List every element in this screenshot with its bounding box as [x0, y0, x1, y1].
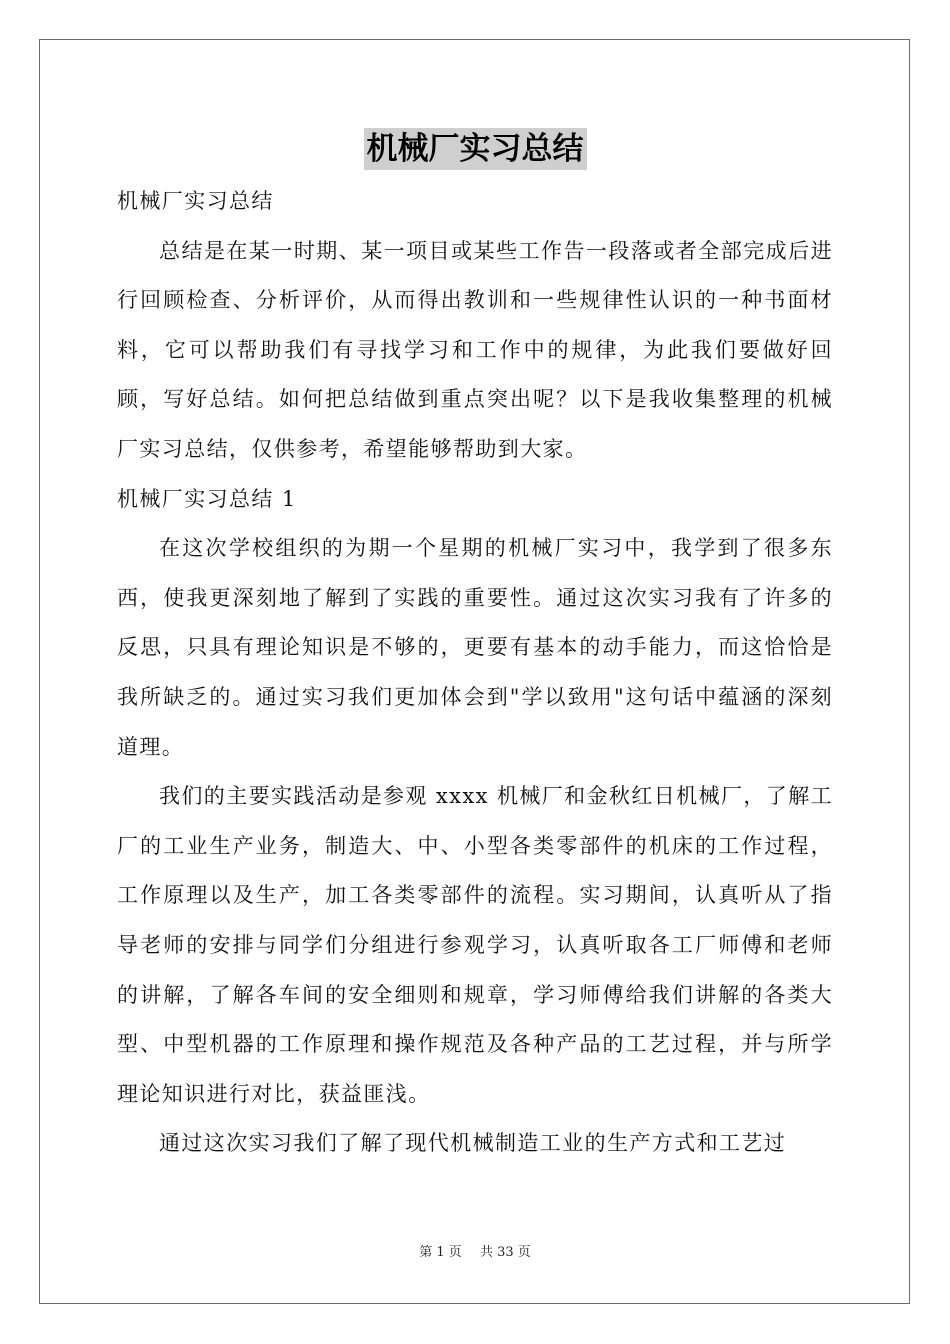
page-footer	[0, 1244, 950, 1262]
paragraph: 机械厂实习总结	[117, 189, 274, 213]
page-total: 共 33 页	[479, 1245, 531, 1260]
document-title: 机械厂实习总结	[364, 128, 587, 170]
page-number: 第 1 页	[419, 1245, 462, 1260]
title-container	[0, 128, 950, 170]
section-heading: 机械厂实习总结 1	[117, 486, 297, 511]
paragraph: 我们的主要实践活动是参观 xxxx 机械厂和金秋红日机械厂，了解工厂的工业生产业务，制造大、中、小型各类零部件的机床的工作过程，工作原理以及生产，加工各类零部件的流程。实习期间，认真听从了指导老师的安排与同学们分组进行参观学习，认真听取各工厂师傅和老师的讲解，了解各车间的安全细则和规章，学习师傅给我们讲解的各类大型、中型机器的工作原理和操作规范及各种产品的工艺过程，并与所学理论知识进行对比，获益匪浅。	[117, 784, 833, 1106]
paragraph: 总结是在某一时期、某一项目或某些工作告一段落或者全部完成后进行回顾检查、分析评价，从而得出教训和一些规律性认识的一种书面材料，它可以帮助我们有寻找学习和工作中的规律，为此我们要做好回顾，写好总结。如何把总结做到重点突出呢？以下是我收集整理的机械厂实习总结，仅供参考，希望能够帮助到大家。	[117, 238, 833, 461]
document-body	[117, 177, 833, 1169]
paragraph: 在这次学校组织的为期一个星期的机械厂实习中，我学到了很多东西，使我更深刻地了解到了实践的重要性。通过这次实习我有了许多的反思，只具有理论知识是不够的，更要有基本的动手能力，而这恰恰是我所缺乏的。通过实习我们更加体会到"学以致用"这句话中蕴涵的深刻道理。	[117, 536, 833, 759]
paragraph: 通过这次实习我们了解了现代机械制造工业的生产方式和工艺过	[159, 1131, 787, 1156]
